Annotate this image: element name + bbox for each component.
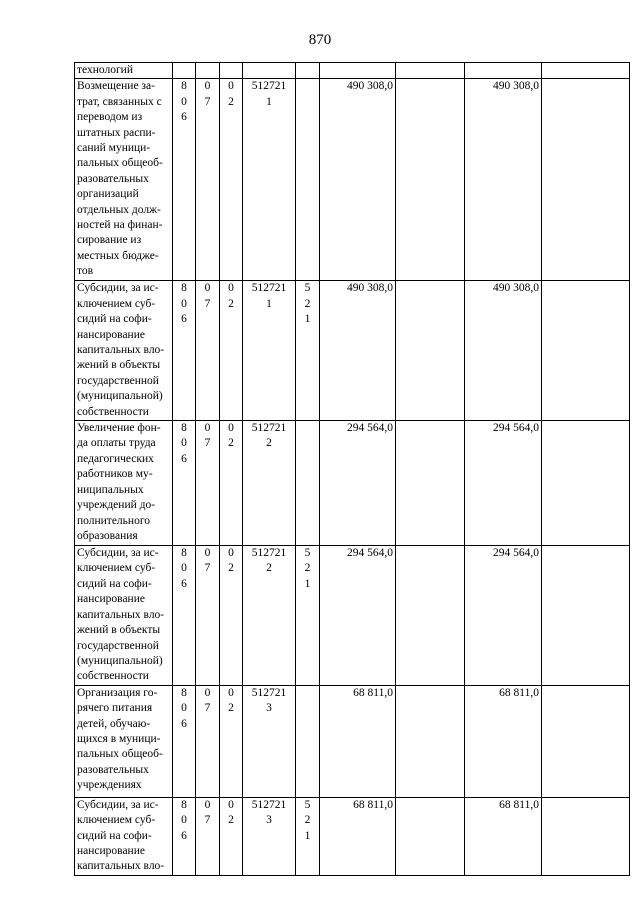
- table-row: [75, 685, 630, 797]
- cell-target: 512721 1: [243, 281, 296, 421]
- cell-section: 0 7: [196, 797, 220, 875]
- cell-name: Увеличение фон- да оплаты труда педагогических работников му- ниципальных учреждений до- полнительного образования: [75, 421, 173, 546]
- cell-ministry: 8 0 6: [173, 685, 196, 797]
- cell-amount: 294 564,0: [320, 421, 396, 546]
- table-row: [75, 79, 630, 281]
- cell-ministry: 8 0 6: [173, 281, 196, 421]
- cell-amount: 68 811,0: [320, 797, 396, 875]
- cell-kind: 5 2 1: [296, 546, 320, 686]
- cell-target: 512721 3: [243, 797, 296, 875]
- cell-amount: 490 308,0: [320, 79, 396, 281]
- table-row: [75, 281, 630, 421]
- cell-section: 0 7: [196, 421, 220, 546]
- cell-federal: [396, 685, 465, 797]
- cell-amount2: 490 308,0: [465, 281, 542, 421]
- cell-amount: 490 308,0: [320, 281, 396, 421]
- cell-extra: [542, 79, 630, 281]
- cell-kind: [296, 79, 320, 281]
- budget-table: [74, 62, 630, 876]
- cell-kind: 5 2 1: [296, 797, 320, 875]
- cell-kind: [296, 685, 320, 797]
- cell-name: Субсидии, за ис- ключением суб- сидий на софи- нансирование капитальных вло-: [75, 797, 173, 875]
- cell-federal: [396, 797, 465, 875]
- cell-name: Субсидии, за ис- ключением суб- сидий на софи- нансирование капитальных вло- жений в объекты государственной (муниципальной) собственности: [75, 281, 173, 421]
- page-number: 870: [308, 32, 332, 48]
- cell-kind: 5 2 1: [296, 281, 320, 421]
- cell-ministry: 8 0 6: [173, 421, 196, 546]
- cell-kind: [296, 421, 320, 546]
- table-row: [75, 546, 630, 686]
- cell-amount2: 490 308,0: [465, 79, 542, 281]
- cell-target: 512721 2: [243, 546, 296, 686]
- cell-name: Возмещение за- трат, связанных с переводом из штатных распи- саний муници- пальных общеоб- разовательных организаций отдельных долж- ностей на финан- сирование из местных бюдже- тов: [75, 79, 173, 281]
- table-row: [75, 797, 630, 875]
- cell-target: 512721 3: [243, 685, 296, 797]
- cell-subsection: 0 2: [220, 546, 243, 686]
- cell-extra: [542, 421, 630, 546]
- cell-amount2: 294 564,0: [465, 546, 542, 686]
- cell-extra: [542, 281, 630, 421]
- cell-federal: [396, 79, 465, 281]
- cell-subsection: 0 2: [220, 685, 243, 797]
- cell-extra: [542, 546, 630, 686]
- cell-amount2: 68 811,0: [465, 797, 542, 875]
- cell-subsection: 0 2: [220, 797, 243, 875]
- cell-federal: [396, 546, 465, 686]
- cell-name: Организация го- рячего питания детей, обучаю- щихся в муници- пальных общеоб- разовательных учреждениях: [75, 685, 173, 797]
- cell-ministry: 8 0 6: [173, 79, 196, 281]
- cell-subsection: 0 2: [220, 79, 243, 281]
- cell-amount: 68 811,0: [320, 685, 396, 797]
- cell-amount2: 68 811,0: [465, 685, 542, 797]
- table-row: [75, 421, 630, 546]
- cell-section: 0 7: [196, 685, 220, 797]
- cell-federal: [396, 421, 465, 546]
- cell-ministry: 8 0 6: [173, 797, 196, 875]
- cell-target: 512721 2: [243, 421, 296, 546]
- cell-amount2: 294 564,0: [465, 421, 542, 546]
- cell-ministry: 8 0 6: [173, 546, 196, 686]
- cell-section: 0 7: [196, 79, 220, 281]
- cell-section: 0 7: [196, 281, 220, 421]
- cell-amount: 294 564,0: [320, 546, 396, 686]
- cell-target: 512721 1: [243, 79, 296, 281]
- table-row-continued: [75, 63, 630, 79]
- row-name: технологий: [75, 63, 173, 79]
- cell-extra: [542, 685, 630, 797]
- cell-section: 0 7: [196, 546, 220, 686]
- cell-subsection: 0 2: [220, 281, 243, 421]
- cell-extra: [542, 797, 630, 875]
- cell-federal: [396, 281, 465, 421]
- cell-subsection: 0 2: [220, 421, 243, 546]
- cell-name: Субсидии, за ис- ключением суб- сидий на софи- нансирование капитальных вло- жений в объекты государственной (муниципальной) собственности: [75, 546, 173, 686]
